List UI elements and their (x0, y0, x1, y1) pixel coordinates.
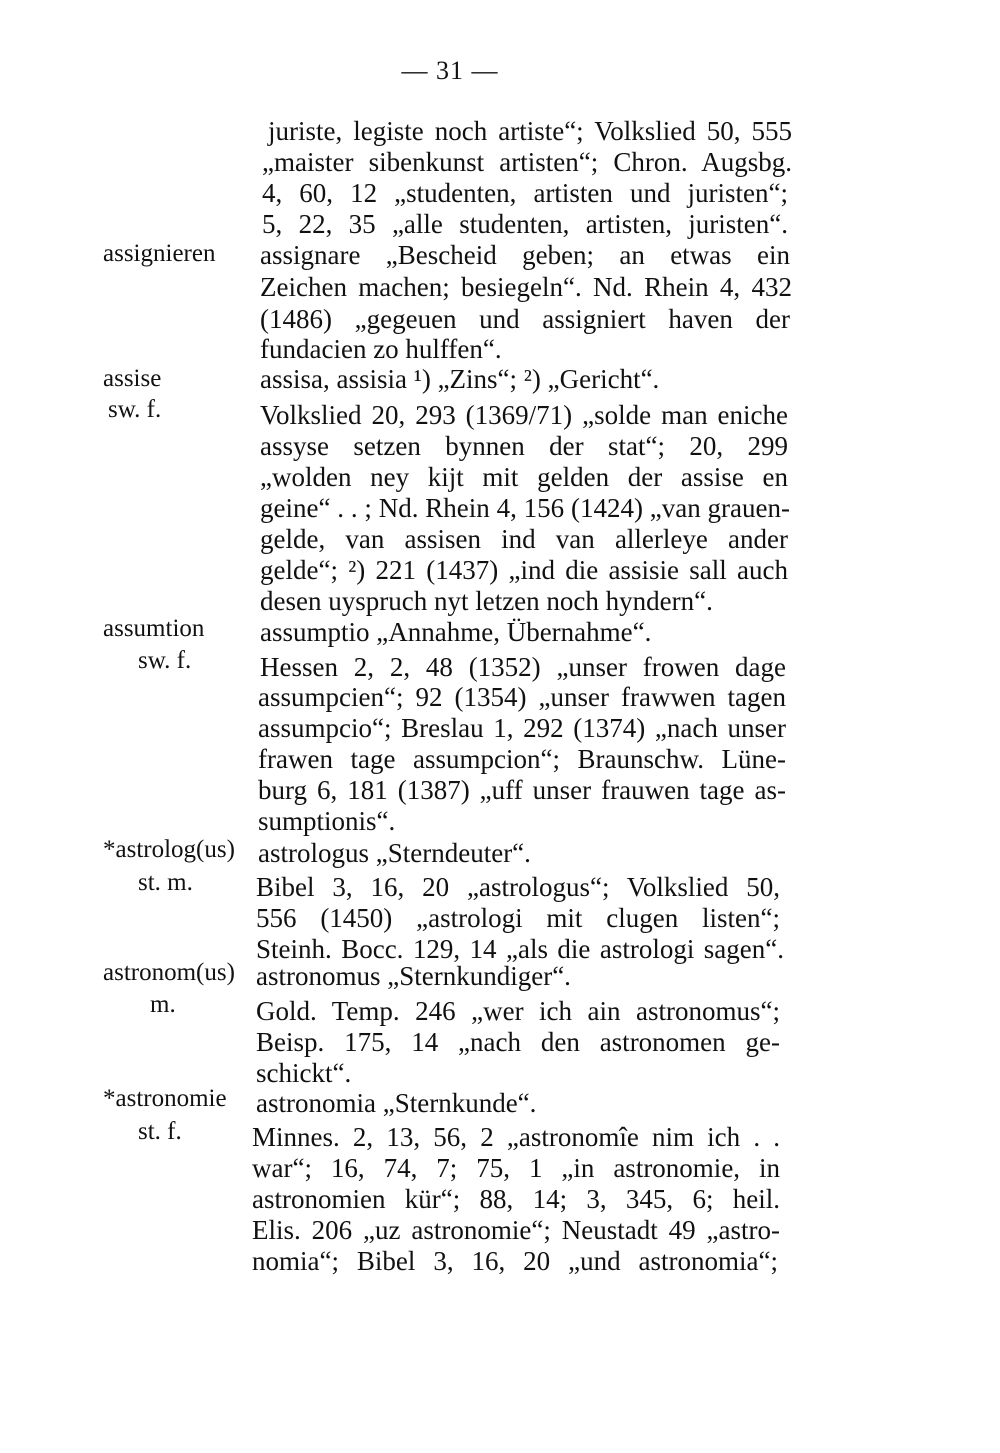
text-line: (1486) „gegeuen und assigniert haven der (260, 304, 790, 334)
text-line: 5, 22, 35 „alle studenten, artisten, juristen“. (262, 209, 788, 239)
text-line: assumpcio“; Breslau 1, 292 (1374) „nach unser (258, 713, 786, 743)
text-line: Beisp. 175, 14 „nach den astronomen ge- (256, 1027, 780, 1057)
text-line: Bibel 3, 16, 20 „astrologus“; Volkslied 50, (256, 872, 780, 902)
text-line: Zeichen machen; besiegeln“. Nd. Rhein 4, 432 (260, 272, 792, 302)
headword-assumtion-grammar: sw. f. (138, 647, 192, 674)
text-line: war“; 16, 74, 7; 75, 1 „in astronomie, in (252, 1153, 780, 1183)
headword-astronomus: astronom(us) (103, 959, 235, 986)
text-line: assignare „Bescheid geben; an etwas ein (260, 240, 790, 270)
text-line: assumptio „Annahme, Übernahme“. (260, 617, 652, 647)
text-line: Elis. 206 „uz astronomie“; Neustadt 49 „astro- (252, 1215, 780, 1245)
text-line: Gold. Temp. 246 „wer ich ain astronomus“; (256, 996, 780, 1026)
headword-assignieren: assignieren (103, 240, 216, 267)
text-line: astronomus „Sternkundiger“. (256, 961, 571, 991)
headword-astrologus-grammar: st. m. (138, 869, 193, 896)
headword-assumtion: assumtion (103, 615, 205, 642)
text-line: astronomia „Sternkunde“. (256, 1088, 537, 1118)
page-number: — 31 — (401, 56, 499, 85)
text-line: nomia“; Bibel 3, 16, 20 „und astronomia“; (252, 1246, 778, 1276)
text-line: „wolden ney kijt mit gelden der assise en (260, 462, 788, 492)
text-line: burg 6, 181 (1387) „uff unser frauwen tage as- (258, 775, 786, 805)
text-line: geine“ . . ; Nd. Rhein 4, 156 (1424) „van grauen- (260, 493, 790, 523)
text-line: Volkslied 20, 293 (1369/71) „solde man eniche (260, 400, 788, 430)
headword-assise: assise (103, 365, 162, 392)
text-line: juriste, legiste noch artiste“; Volkslied 50, 555 (268, 116, 792, 146)
text-line: astrologus „Sterndeuter“. (258, 838, 531, 868)
text-line: frawen tage assumpcion“; Braunschw. Lüne- (258, 744, 786, 774)
headword-astronomus-grammar: m. (150, 991, 176, 1018)
text-line: 556 (1450) „astrologi mit clugen listen“; (256, 903, 780, 933)
text-line: 4, 60, 12 „studenten, artisten und juristen“; (262, 178, 788, 208)
text-line: assyse setzen bynnen der stat“; 20, 299 (260, 431, 788, 461)
text-line: assisa, assisia ¹) „Zins“; ²) „Gericht“. (260, 364, 660, 394)
headword-astronomie: *astronomie (103, 1085, 227, 1112)
text-line: sumptionis“. (258, 806, 396, 836)
text-line: Steinh. Bocc. 129, 14 „als die astrologi sagen“. (256, 934, 784, 964)
headword-astrologus: *astrolog(us) (103, 836, 235, 863)
text-line: assumpcien“; 92 (1354) „unser frawwen tagen (258, 682, 786, 712)
text-line: gelde“; ²) 221 (1437) „ind die assisie sall auch (260, 555, 788, 585)
text-line: astronomien kür“; 88, 14; 3, 345, 6; heil. (252, 1184, 780, 1214)
headword-astronomie-grammar: st. f. (138, 1118, 182, 1145)
text-line: fundacien zo hulffen“. (260, 334, 502, 364)
text-line: gelde, van assisen ind van allerleye ander (260, 524, 788, 554)
text-line: desen uyspruch nyt letzen noch hyndern“. (260, 586, 713, 616)
headword-assise-grammar: sw. f. (108, 396, 162, 423)
text-line: Minnes. 2, 13, 56, 2 „astronomîe nim ich . . (252, 1122, 780, 1152)
text-line: schickt“. (256, 1058, 352, 1088)
text-line: „maister sibenkunst artisten“; Chron. Augsbg. (262, 147, 792, 177)
text-line: Hessen 2, 2, 48 (1352) „unser frowen dage (260, 652, 786, 682)
